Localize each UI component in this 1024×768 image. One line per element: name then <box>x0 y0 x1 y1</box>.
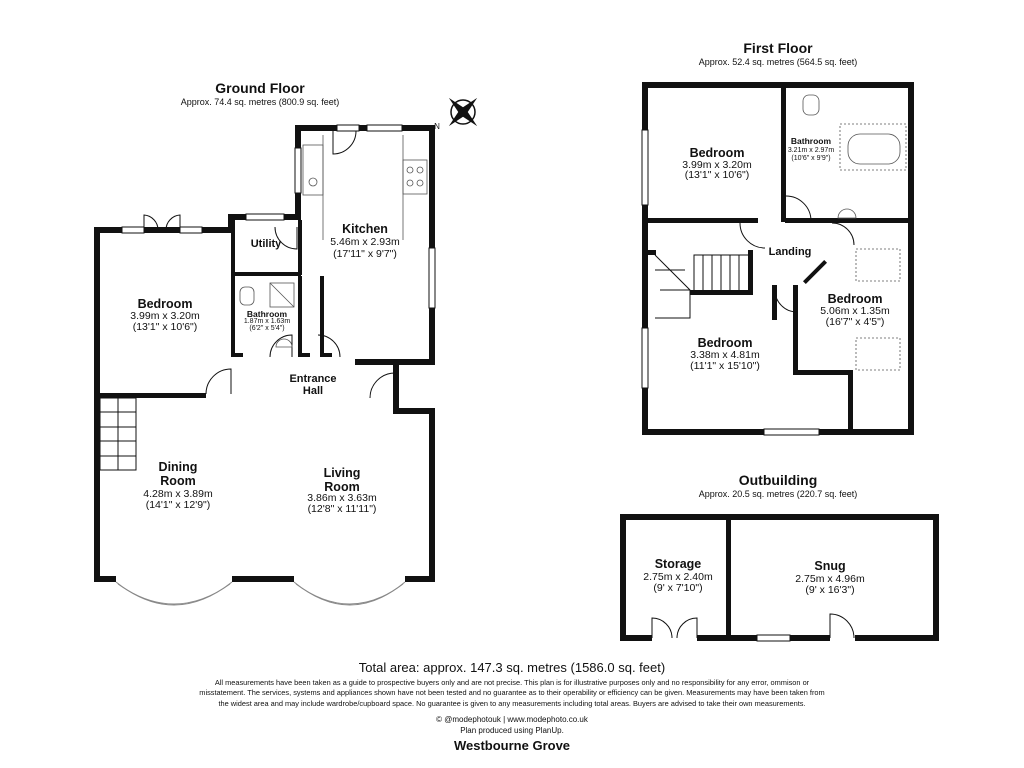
living-room-metric: 3.86m x 3.63m <box>307 492 377 504</box>
first-bathroom-name: Bathroom <box>790 136 832 146</box>
ground-bathroom-name: Bathroom <box>246 309 288 319</box>
ground-floor-doors <box>144 131 395 398</box>
snug-metric: 2.75m x 4.96m <box>795 573 865 585</box>
first-bedroom3-imperial: (11'1" x 15'10") <box>690 360 760 372</box>
credit-line-1: © @modephotouk | www.modephoto.co.uk <box>436 715 588 724</box>
ground-floor-windows <box>122 125 435 308</box>
dining-room-imperial: (14'1" x 12'9") <box>145 499 211 511</box>
ground-bathroom-imperial: (6'2" x 5'4") <box>249 325 285 332</box>
first-floor-stairs <box>655 255 749 318</box>
ground-floor-plan <box>94 95 480 605</box>
dining-room-metric: 4.28m x 3.89m <box>143 488 213 500</box>
snug-name: Snug <box>814 559 846 573</box>
living-room-line1: Living <box>323 466 361 480</box>
first-floor-title: First Floor <box>743 40 813 56</box>
dining-room-line2: Room <box>160 474 196 488</box>
disclaimer-text: All measurements have been taken as a guide to prospective buyers only and are not precise. This plan is for illustrative purposes only and no responsibility for any error, ommison or misstatement. The services, systems and appliances shown have not been tested and no guarantee as to their operability or efficiency can be given. Measurements may have been taken from the widest area and may include wardrobe/cupboard space. No guarantee is given to any measurements including total areas. Buyers are advised to take their own measurements. <box>199 678 825 708</box>
storage-imperial: (9' x 7'10") <box>653 582 703 594</box>
total-area: Total area: approx. 147.3 sq. metres (1586.0 sq. feet) <box>358 660 666 675</box>
storage-name: Storage <box>654 557 702 571</box>
utility-name: Utility <box>250 238 282 250</box>
outbuilding-title: Outbuilding <box>738 472 818 488</box>
outbuilding-area: Approx. 20.5 sq. metres (220.7 sq. feet) <box>698 489 858 499</box>
first-bedroom2-metric: 5.06m x 1.35m <box>820 305 890 317</box>
entrance-hall-line2: Hall <box>302 385 324 397</box>
entrance-hall-line1: Entrance <box>289 373 337 385</box>
snug-imperial: (9' x 16'3") <box>805 584 855 596</box>
first-bedroom1-metric: 3.99m x 3.20m <box>682 159 752 171</box>
dining-room-line1: Dining <box>158 460 198 474</box>
ground-floor-area: Approx. 74.4 sq. metres (800.9 sq. feet) <box>180 97 340 107</box>
ground-bedroom-metric: 3.99m x 3.20m <box>130 310 200 322</box>
property-address: Westbourne Grove <box>453 738 571 753</box>
outbuilding-doors <box>652 614 854 638</box>
ground-floor-title: Ground Floor <box>215 80 305 96</box>
first-bedroom1-name: Bedroom <box>689 146 745 160</box>
credit-line-2: Plan produced using PlanUp. <box>460 726 564 735</box>
landing-name: Landing <box>768 246 812 258</box>
first-bedroom2-name: Bedroom <box>827 292 883 306</box>
ground-bedroom-imperial: (13'1" x 10'6") <box>132 321 198 333</box>
first-floor-area: Approx. 52.4 sq. metres (564.5 sq. feet) <box>698 57 858 67</box>
compass-north-label: N <box>434 122 440 131</box>
bay-windows <box>116 582 405 605</box>
first-bedroom2-imperial: (16'7" x 4'5") <box>825 316 885 328</box>
first-bedroom1-imperial: (13'1" x 10'6") <box>684 169 750 181</box>
kitchen-metric: 5.46m x 2.93m <box>330 236 400 248</box>
first-bedroom3-name: Bedroom <box>697 336 753 350</box>
compass-icon <box>446 95 480 129</box>
storage-metric: 2.75m x 2.40m <box>643 571 713 583</box>
kitchen-name: Kitchen <box>342 222 388 236</box>
living-room-line2: Room <box>324 480 360 494</box>
living-room-imperial: (12'8" x 11'11") <box>307 503 377 515</box>
first-bathroom-imperial: (10'6" x 9'9") <box>791 155 831 162</box>
ground-floor-stairs <box>100 398 136 470</box>
kitchen-imperial: (17'11" x 9'7") <box>333 248 397 260</box>
first-bathroom-metric: 3.21m x 2.97m <box>787 147 835 154</box>
outbuilding-window <box>757 635 790 641</box>
first-bedroom3-metric: 3.38m x 4.81m <box>690 349 760 361</box>
ground-bedroom-name: Bedroom <box>137 297 193 311</box>
ground-bathroom-metric: 1.87m x 1.63m <box>243 318 291 325</box>
